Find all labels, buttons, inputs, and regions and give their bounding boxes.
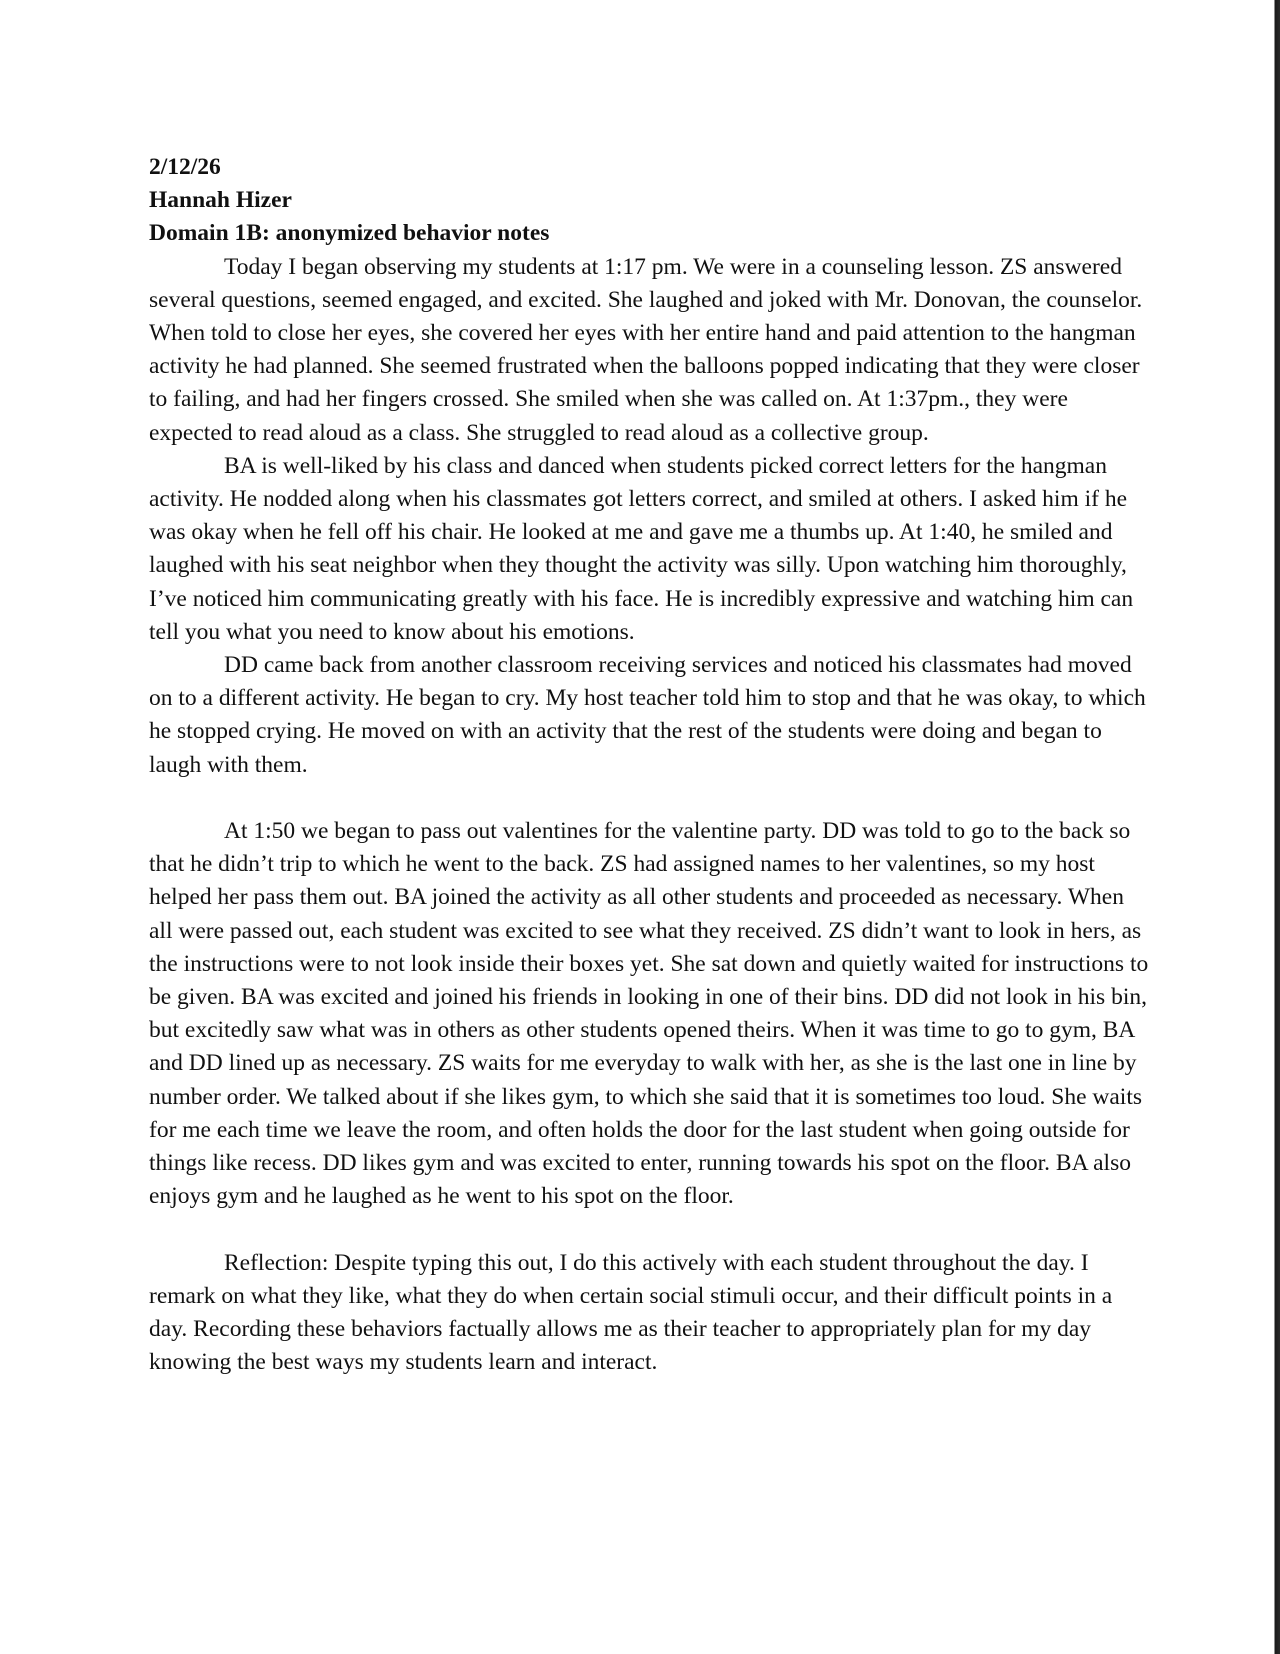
paragraph-zs-counseling: Today I began observing my students at 1:17 pm. We were in a counseling lesson. ZS answered several questions, seemed engaged, and excited. She laughed and joked with Mr. Donovan, the counselor. When told to close her eyes, she covered her eyes with her entire hand and paid attention to the hangman activity he had planned. She seemed frustrated when the balloons popped indicating that they were closer to failing, and had her fingers crossed. She smiled when she was called on. At 1:37pm., they were expected to read aloud as a class. She struggled to read aloud as a collective group. bbox=[149, 253, 1143, 446]
document-title: Domain 1B: anonymized behavior notes bbox=[149, 220, 550, 247]
paragraph-gap bbox=[149, 1213, 1149, 1246]
paragraph-dd-services: DD came back from another classroom receiving services and noticed his classmates had moved on to a different activity. He began to cry. My host teacher told him to stop and that he was okay, to which he stopped crying. He moved on with an activity that the rest of the students were doing and began to laugh with them. bbox=[149, 652, 1146, 778]
author-name: Hannah Hizer bbox=[149, 187, 292, 214]
page-edge-border bbox=[1264, 0, 1280, 1654]
document-body bbox=[149, 151, 1149, 1379]
paragraph-ba-hangman: BA is well-liked by his class and danced when students picked correct letters for the hangman activity. He nodded along when his classmates got letters correct, and smiled at others. I asked him if he was okay when he fell off his chair. He looked at me and gave me a thumbs up. At 1:40, he smiled and laughed with his seat neighbor when they thought the activity was silly. Upon watching him thoroughly, I’ve noticed him communicating greatly with his face. He is incredibly expressive and watching him can tell you what you need to know about his emotions. bbox=[149, 452, 1134, 645]
paragraph-valentines: At 1:50 we began to pass out valentines for the valentine party. DD was told to go to the back so that he didn’t trip to which he went to the back. ZS had assigned names to her valentines, so my host helped her pass them out. BA joined the activity as all other students and proceeded as necessary. When all were passed out, each student was excited to see what they received. ZS didn’t want to look in hers, as the instructions were to not look inside their boxes yet. She sat down and quietly waited for instructions to be given. BA was excited and joined his friends in looking in one of their bins. DD did not look in his bin, but excitedly saw what was in others as other students opened theirs. When it was time to go to gym, BA and DD lined up as necessary. ZS waits for me everyday to walk with her, as she is the last one in line by number order. We talked about if she likes gym, to which she said that it is sometimes too loud. She waits for me each time we leave the room, and often holds the door for the last student when going outside for things like recess. DD likes gym and was excited to enter, running towards his spot on the floor. BA also enjoys gym and he laughed as he went to his spot on the floor. bbox=[149, 818, 1149, 1210]
document-date: 2/12/26 bbox=[149, 154, 221, 180]
paragraph-gap bbox=[149, 782, 1149, 815]
paragraph-reflection: Reflection: Despite typing this out, I do this actively with each student throughout the day. I remark on what they like, what they do when certain social stimuli occur, and their difficult points in a day. Recording these behaviors factually allows me as their teacher to appropriately plan for my day knowing the best ways my students learn and interact. bbox=[149, 1249, 1113, 1376]
